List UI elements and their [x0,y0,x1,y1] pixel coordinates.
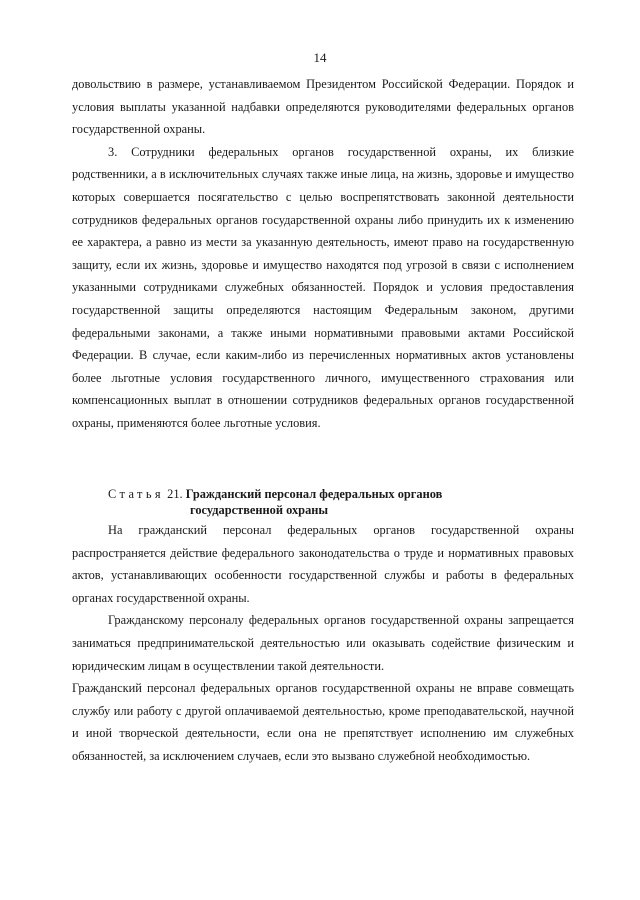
article-paragraph-1: На гражданский персонал федеральных органов государственной охраны распространяется действие федерального законодательства о труде и нормативных правовых актов, устанавливающих особенности государственной службы и работы в федеральных органах государственной охраны. [72,523,574,605]
article-title-line-1: Гражданский персонал федеральных органов [185,487,443,501]
section-body [72,73,574,435]
article-heading [108,486,508,518]
article-number: 21. [167,487,183,501]
page-number: 14 [313,50,327,65]
paragraph-continuation: довольствию в размере, устанавливаемом Президентом Российской Федерации. Порядок и условия выплаты указанной надбавки определяются руководителями федеральных органов государственной охраны. [72,77,574,137]
article-body [72,519,574,768]
article-paragraph-3: Гражданский персонал федеральных органов государственной охраны не вправе совмещать службу или работу с другой оплачиваемой деятельностью, кроме преподавательской, научной и иной творческой деятельности, если она не препятствует исполнению им служебных обязанностей, за исключением случаев, если это вызвано служебной необходимостью. [72,681,574,763]
article-title-line-2: государственной охраны [190,503,329,517]
article-label: Статья [108,487,165,501]
article-paragraph-2: Гражданскому персоналу федеральных органов государственной охраны запрещается заниматься предпринимательской деятельностью или оказывать содействие физическим и юридическим лицам в осуществлении такой деятельности. [72,613,574,673]
paragraph-3: 3. Сотрудники федеральных органов государственной охраны, их близкие родственники, а в исключительных случаях также иные лица, на жизнь, здоровье и имущество которых совершается посягательство с целью воспрепятствовать законной деятельности сотрудников федеральных органов государственной охраны либо принудить их к изменению ее характера, а равно из мести за указанную деятельность, имеют право на государственную защиту, если их жизнь, здоровье и имущество находятся под угрозой в связи с исполнением указанными сотрудниками служебных обязанностей. Порядок и условия предоставления государственной защиты определяются настоящим Федеральным законом, другими федеральными законами, а также иными нормативными правовыми актами Российской Федерации. В случае, если каким-либо из перечисленных нормативных актов установлены более льготные условия государственного личного, имущественного страхования или компенсационных выплат в отношении сотрудников федеральных органов государственной охраны, применяются более льготные условия. [72,144,574,430]
